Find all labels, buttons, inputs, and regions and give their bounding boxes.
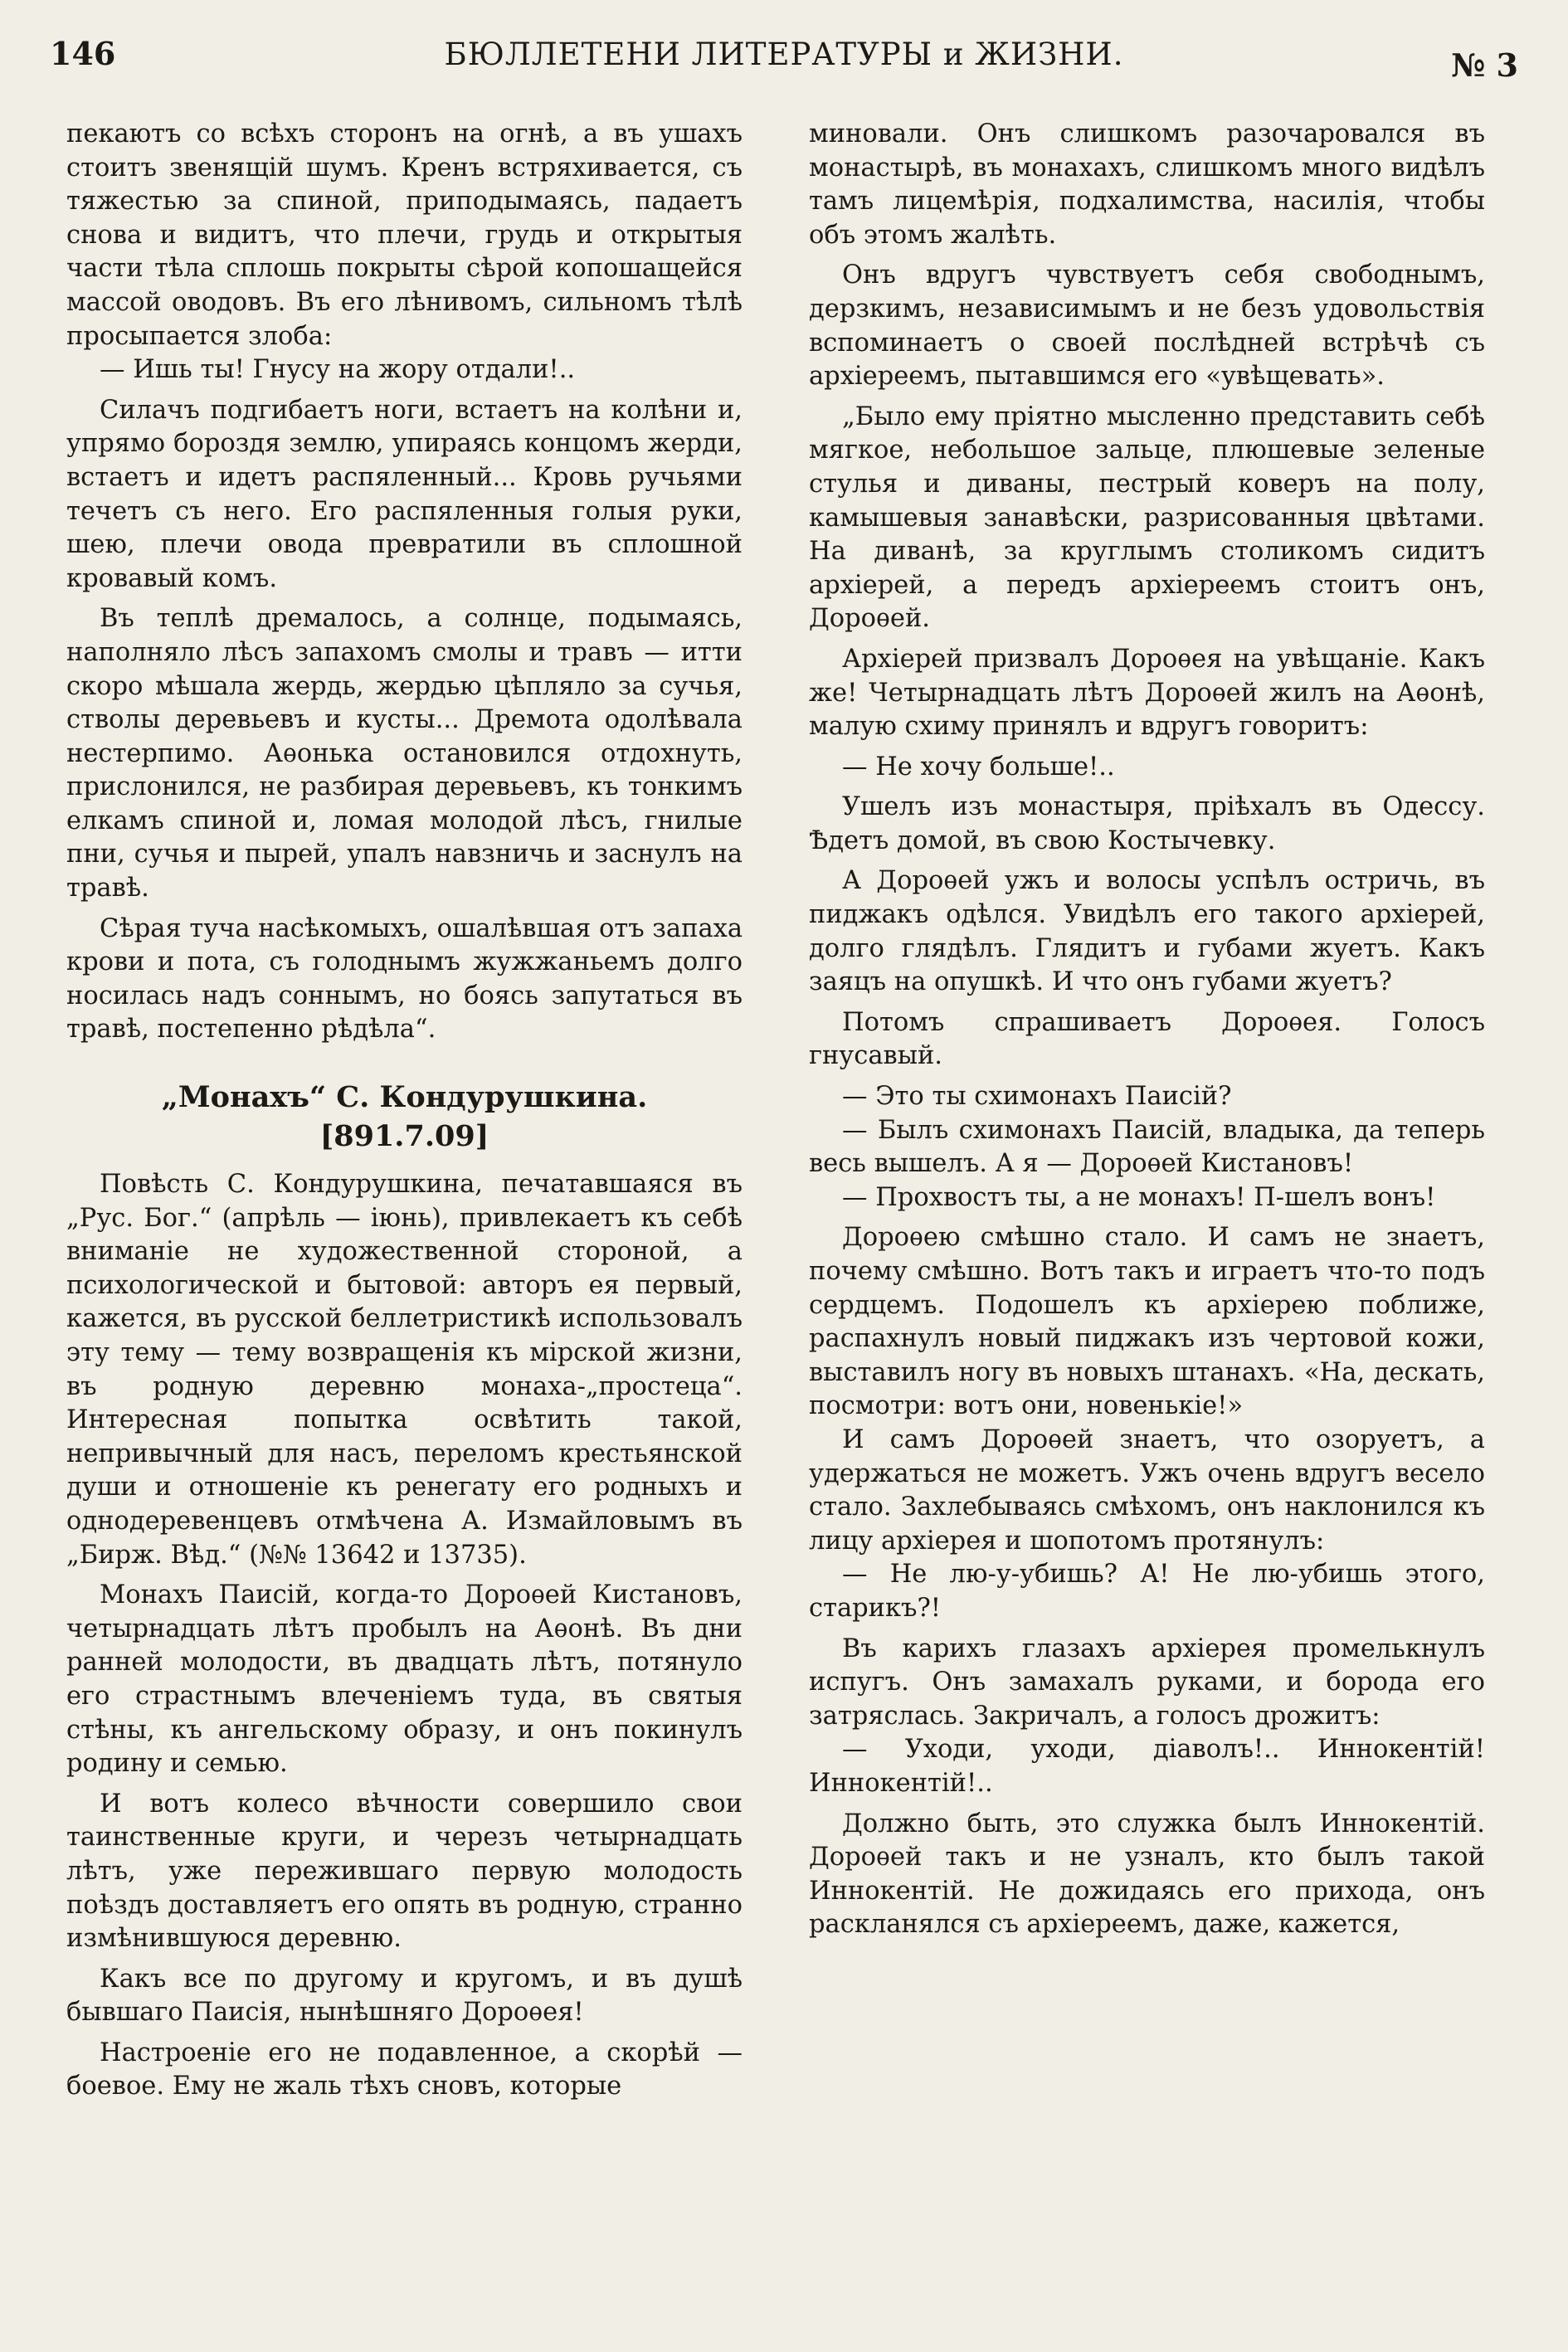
paragraph: Потомъ спрашиваетъ Дороѳея. Голосъ гнусавый. <box>809 1007 1485 1071</box>
page-number: 146 <box>50 35 116 72</box>
left-column <box>66 118 743 2104</box>
issue-number: № 3 <box>1451 46 1518 84</box>
paragraph: — Прохвостъ ты, а не монахъ! П-шелъ вонъ! <box>842 1182 1436 1212</box>
paragraph: — Ишь ты! Гнусу на жору отдали!.. <box>100 355 576 385</box>
paragraph: А Дороѳей ужъ и волосы успѣлъ остричь, въ пиджакъ одѣлся. Увидѣлъ его такого архіерей, долго глядѣлъ. Глядитъ и губами жуетъ. Какъ заяцъ на опушкѣ. И что онъ губами жуетъ? <box>809 866 1485 997</box>
paragraph: Какъ все по другому и кругомъ, и въ душѣ бывшаго Паисія, нынѣшняго Дороѳея! <box>66 1964 743 2028</box>
paragraph: Въ карихъ глазахъ архіерея промелькнулъ испугъ. Онъ замахалъ руками, и борода его затряслась. Закричалъ, а голосъ дрожитъ: <box>809 1634 1485 1731</box>
paragraph: И вотъ колесо вѣчности совершило свои таинственные круги, и черезъ четырнадцать лѣтъ, уже пережившаго первую молодость поѣздъ доставляетъ его опять въ родную, странно измѣнившуюся деревню. <box>66 1789 743 1954</box>
paragraph: Въ теплѣ дремалось, а солнце, подымаясь, наполняло лѣсъ запахомъ смолы и травъ — итти скоро мѣшала жердь, жердью цѣпляло за сучья, стволы деревьевъ и кусты... Дремота одолѣвала нестерпимо. Аѳонька остановился отдохнуть, прислонился, не разбирая деревьевъ, къ тонкимъ елкамъ спиной и, ломая молодой лѣсъ, гнилые пни, сучья и пырей, упалъ навзничь и заснулъ на травѣ. <box>66 604 743 903</box>
paragraph: — Былъ схимонахъ Паисій, владыка, да теперь весь вышелъ. А я — Дороѳей Кистановъ! <box>809 1115 1485 1179</box>
paragraph: И самъ Дороѳей знаетъ, что озоруетъ, а удержаться не можетъ. Ужъ очень вдругъ весело стало. Захлебываясь смѣхомъ, онъ наклонился къ лицу архіерея и шопотомъ протянулъ: <box>809 1424 1485 1556</box>
paragraph: Повѣсть С. Кондурушкина, печатавшаяся въ „Рус. Бог.“ (апрѣль — іюнь), привлекаетъ къ себѣ вниманіе не художественной стороной, а психологической и бытовой: авторъ ея первый, кажется, въ русской беллетристикѣ использовалъ эту тему — тему возвращенія къ мірской жизни, въ родную деревню монаха-„простеца“. Интересная попытка освѣтить такой, непривычный для насъ, переломъ крестьянской души и отношеніе къ ренегату его родныхъ и однодеревенцевъ отмѣчена А. Измайловымъ въ „Бирж. Вѣд.“ (№№ 13642 и 13735). <box>66 1170 743 1570</box>
article-title: „Монахъ“ С. Кондурушкина. <box>161 1080 648 1115</box>
paragraph: Настроеніе его не подавленное, а скорѣй — боевое. Ему не жаль тѣхъ сновъ, которые <box>66 2038 743 2101</box>
paragraph: Должно быть, это служка былъ Иннокентій. Дороѳей такъ и не узналъ, кто былъ такой Иннокентій. Не дожидаясь его прихода, онъ раскланялся съ архіереемъ, даже, кажется, <box>809 1809 1485 1940</box>
article-date: [891.7.09] <box>319 1119 489 1154</box>
paragraph: пекаютъ со всѣхъ сторонъ на огнѣ, а въ ушахъ стоитъ звенящій шумъ. Кренъ встряхивается, съ тяжестью за спиной, приподымаясь, падаетъ снова и видитъ, что плечи, грудь и открытыя части тѣла сплошь покрыты сѣрой копошащейся массой оводовъ. Въ его лѣнивомъ, сильномъ тѣлѣ просыпается злоба: <box>66 119 743 351</box>
paragraph: Монахъ Паисій, когда-то Дороѳей Кистановъ, четырнадцать лѣтъ пробылъ на Аѳонѣ. Въ дни ранней молодости, въ двадцать лѣтъ, потянуло его страстнымъ влеченіемъ туда, въ святыя стѣны, къ ангельскому образу, и онъ покинулъ родину и семью. <box>66 1580 743 1779</box>
paragraph: — Уходи, уходи, діаволъ!.. Иннокентій! Иннокентій!.. <box>809 1735 1485 1798</box>
running-title: БЮЛЛЕТЕНИ ЛИТЕРАТУРЫ и ЖИЗНИ. <box>444 37 1124 72</box>
paragraph: Архіерей призвалъ Дороѳея на увѣщаніе. Какъ же! Четырнадцать лѣтъ Дороѳей жилъ на Аѳонѣ, малую схиму принялъ и вдругъ говоритъ: <box>809 644 1485 742</box>
right-column <box>809 118 1485 1942</box>
paragraph: Дороѳею смѣшно стало. И самъ не знаетъ, почему смѣшно. Вотъ такъ и играетъ что-то подъ сердцемъ. Подошелъ къ архіерею поближе, распахнулъ новый пиджакъ изъ чертовой кожи, выставилъ ногу въ новыхъ штанахъ. «На, дескать, посмотри: вотъ они, новенькіе!» <box>809 1223 1485 1421</box>
paragraph: — Не хочу больше!.. <box>842 752 1115 782</box>
paragraph: Ушелъ изъ монастыря, пріѣхалъ въ Одессу. Ѣдетъ домой, въ свою Костычевку. <box>809 792 1485 855</box>
paragraph: миновали. Онъ слишкомъ разочаровался въ монастырѣ, въ монахахъ, слишкомъ много видѣлъ тамъ лицемѣрія, подхалимства, насилія, чтобы объ этомъ жалѣть. <box>809 119 1485 250</box>
paragraph: Сѣрая туча насѣкомыхъ, ошалѣвшая отъ запаха крови и пота, съ голоднымъ жужжаньемъ долго носилась надъ соннымъ, но боясь запутаться въ травѣ, постепенно рѣдѣла“. <box>66 913 743 1045</box>
paragraph: — Не лю-у-убишь? А! Не лю-убишь этого, старикъ?! <box>809 1560 1485 1623</box>
paragraph: „Было ему пріятно мысленно представить себѣ мягкое, небольшое зальце, плюшевые зеленые стулья и диваны, пестрый коверъ на полу, камышевыя занавѣски, разрисованныя цвѣтами. На диванѣ, за круглымъ столикомъ сидитъ архіерей, а передъ архіереемъ стоитъ онъ, Дороѳей. <box>809 402 1485 634</box>
page-header <box>50 30 1518 96</box>
paragraph: Онъ вдругъ чувствуетъ себя свободнымъ, дерзкимъ, независимымъ и не безъ удовольствія вспоминаетъ о своей послѣдней встрѣчѣ съ архіереемъ, пытавшимся его «увѣщевать». <box>809 261 1485 392</box>
paragraph: — Это ты схимонахъ Паисій? <box>842 1082 1232 1112</box>
paragraph: Силачъ подгибаетъ ноги, встаетъ на колѣни и, упрямо бороздя землю, упираясь концомъ жерди, встаетъ и идетъ распяленный... Кровь ручьями течетъ съ него. Его распяленныя голыя руки, шею, плечи овода превратили въ сплошной кровавый комъ. <box>66 395 743 593</box>
